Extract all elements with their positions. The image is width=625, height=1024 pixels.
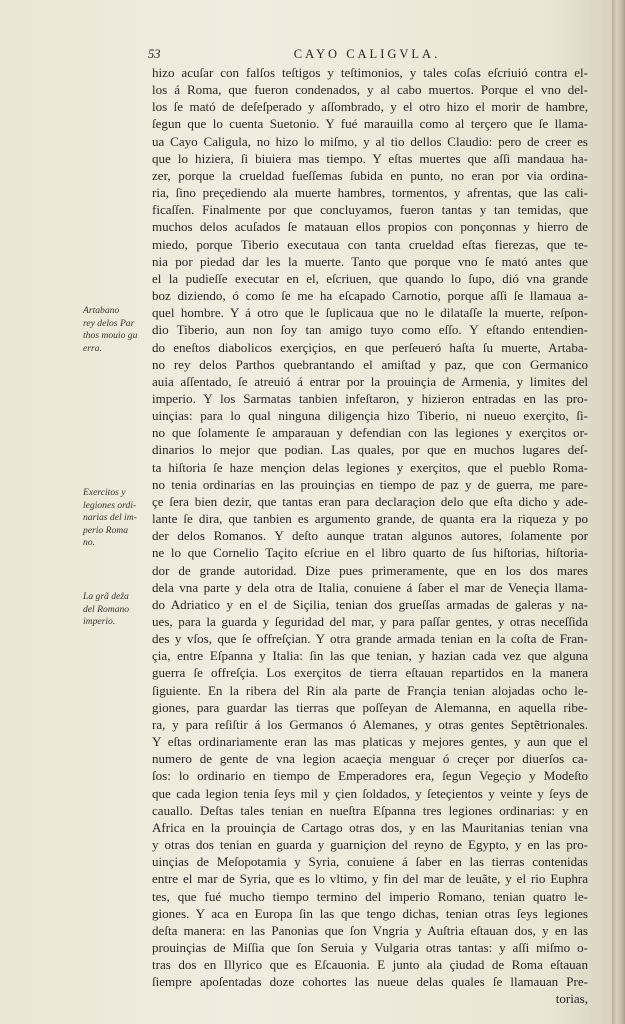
- margin-note-line: erra.: [83, 342, 102, 354]
- text-line: do Adriatico y en el de Siçilia, tenian dos grueſſas armadas de galeras y na-: [152, 596, 588, 612]
- text-line: giones, para guardar las tierras que poſſeyan de Alemanna, en aquella ribe-: [152, 699, 588, 715]
- text-line: torias,: [555, 991, 588, 1007]
- text-line: Y eſtas ordinariamente eran las mas platicas y mejores gentes, y aun que el: [152, 734, 588, 750]
- text-line: no que ſolamente ſe amparauan y defendian con las legiones y exerçitos or-: [152, 425, 588, 441]
- text-line: tras dos en Illyrico que es Eſcauonia. E junto ala çiudad de Roma eſtauan: [152, 957, 588, 973]
- text-line: los ſe mató de deſeſperado y aſſombrado, y el otro hizo el morir de hambre,: [152, 99, 588, 115]
- margin-note-line: imperio.: [83, 616, 116, 627]
- margin-note-line: narias del im-: [83, 512, 137, 523]
- margin-note-line: Exercitos y: [83, 487, 126, 498]
- text-line: y otras dos tenian en guarda y guarniçion del reyno de Egypto, y en las pro-: [152, 837, 588, 853]
- text-line: que lo hiziera, ſi biuiera mas tiempo. Y eſtas muertes que aſſi mandaua ha-: [152, 150, 588, 166]
- text-line: nia por piedad dar les la muerte. Tanto que porque vno ſe mató antes que: [152, 253, 588, 269]
- text-line: ues, para la guarda y ſeguridad del mar, y para paſſar gentes, y otras neceſſida: [152, 614, 588, 629]
- text-line: el la pudieſſe executar en el, eſcriuen, que quando lo ſupo, dió vna grande: [152, 270, 588, 286]
- text-line: lante ſe dira, que tanbien es argumento grande, de quanta era la riqueza y po: [152, 511, 588, 527]
- text-line: hizo acuſar con falſos teſtigos y teſtimonios, y tales coſas eſcriuió contra el-: [152, 65, 588, 80]
- text-line: no tenia ordinarias en las prouinçias en tiempo de paz y de guerra, me pare-: [152, 476, 588, 492]
- margin-note-line: rey delos Par: [83, 317, 135, 329]
- text-line: ta hiſtoria ſe haze mençion delas legiones y exerçitos, que el pueblo Roma-: [152, 459, 588, 475]
- text-line: dio Tiberio, aun non ſoy tan amigo tuyo como eſſo. Y eſtando entendien-: [152, 322, 588, 338]
- margin-note-line: thos mouio gu: [83, 330, 138, 341]
- text-line: que cada legion tenia ſeys mil y çien ſoldados, y ſeteçientos y veinte y ſeys de: [152, 785, 588, 801]
- text-line: entre el mar de Syria, que es lo vltimo, y fin del mar de leuãte, y el rio Euphra: [152, 871, 588, 887]
- text-line: los á Roma, que fueron condenados, y al cabo muertos. Porque el vno del-: [152, 82, 588, 98]
- text-line: giones. Y aca en Europa ſin las que tengo dichas, tenian otras ſeys legiones: [152, 905, 588, 921]
- text-line: ſiempre apoſentadas doze cohortes las nueue delas quales ſe llamauan Pre-: [152, 974, 588, 990]
- text-line: miedo, porque Tiberio executaua con tanta crueldad eſtas fierezas, que te-: [152, 236, 588, 252]
- text-line: auia aſſentado, ſe atreuió á entrar por la prouinçia de Armenia, y limites del: [152, 373, 588, 389]
- text-line: imperio. Y los Sarmatas tanbien infeſtaron, y hizieron entradas en las pro-: [152, 390, 588, 406]
- body-text: [152, 64, 588, 1008]
- text-line: muchos delos acuſados ſe matauan ellos propios con ponçonnas y hierro de: [152, 219, 588, 235]
- text-line: ſos: lo ordinario en tiempo de Emperadores era, ſegun Vegeçio y Modeſto: [152, 768, 588, 784]
- running-head: CAYO CALIGVLA.: [293, 47, 441, 61]
- text-line: guerra ſe offreſçia. Los exerçitos de tierra eſtauan repartidos en la manera: [152, 665, 588, 681]
- text-line: uinçias: para lo qual ninguna diligençia hizo Tiberio, ni nueuo exerçito, ſi-: [152, 408, 588, 424]
- text-line: uinçias de Meſopotamia y Syria, conuiene á ſaber en las tierras contenidas: [152, 854, 588, 870]
- text-line: numero de gente de vna legion acaeçia menguar ó creçer por diuerſos ca-: [152, 751, 588, 767]
- text-line: çia, entre Eſpanna y Italia: ſin las que tenian, y hazian cada vez que alguna: [152, 648, 588, 664]
- text-line: ſiguiente. En la ribera del Rin ala parte de Françia tenian alojadas ocho le-: [152, 682, 588, 698]
- text-line: no rey delos Parthos quebrantando el amiſtad y paz, que con Germanico: [152, 356, 588, 372]
- text-line: des y vſos, que ſe offreſçian. Y otra grande armada tenian en la coſta de Fran-: [152, 631, 588, 647]
- margin-note-line: La grã deẑa: [83, 591, 129, 602]
- text-line: dor de grande autoridad. Dize pues primeramente, que en los dos mares: [152, 562, 588, 578]
- margin-note-line: del Romano: [83, 603, 130, 615]
- margin-note-exercitos: [83, 487, 151, 550]
- text-line: dinarios lo mejor que podian. Las quales, por que en muchos lugares deſ-: [152, 442, 588, 458]
- text-line: dela vna parte y dela otra de Italia, conuiene á ſaber el mar de Veneçia llama-: [152, 579, 588, 595]
- margin-note-line: no.: [83, 537, 95, 548]
- text-line: ria, ſino preçediendo ala muerte hambres, tormentos, y afrentas, que las cali-: [152, 185, 588, 201]
- text-line: ficaſſen. Finalmente por que concluyamos, fueron tantas y tan temidas, que: [152, 202, 588, 218]
- text-line: Africa en la prouinçia de Cartago otras dos, y en las Mauritanias tenian vna: [152, 819, 588, 835]
- text-line: do eneſtos diabolicos exerçiçios, en que perſeueró haſta ſu muerte, Artaba-: [152, 339, 588, 355]
- text-line: çe ſera bien dezir, que tantas eran para declaraçion delo que eſta dicho y ade-: [152, 493, 588, 509]
- page-header: [148, 47, 586, 63]
- text-line: boz diziendo, ó como ſe me ha eſcapado Carnotio, porque aſſi ſe llamaua a-: [152, 288, 588, 304]
- text-line: prouinçias de Miſſia que ſon Seruia y Vulgaria otras tantas: y aſſi miſmo o-: [152, 939, 588, 955]
- margin-note-line: legiones ordi-: [83, 499, 137, 511]
- margin-note-line: perio Roma: [83, 524, 129, 536]
- text-line: ra, y para reſiſtir á los Germanos ó Alemanes, y otras gentes Septẽtrionales.: [152, 716, 588, 732]
- text-line: cauallo. Deſtas tales tenian en nueſtra Eſpanna tres legiones ordinarias: y en: [152, 802, 588, 818]
- text-line: deſta manera: en las Panonias que ſon Vngria y Auſtria eſtauan dos, y en las: [152, 922, 588, 938]
- text-line: der delos Romanos. Y deſto aunque tratan algunos autores, ſolamente por: [152, 528, 588, 544]
- text-line: tes, que fué mucho tiempo termino del imperio Romano, tenian quatro le-: [152, 888, 588, 904]
- book-gutter: [612, 0, 625, 1024]
- text-line: quel hombre. Y á otro que le ſuplicaua que no le dilataſſe la muerte, reſpon-: [152, 305, 588, 321]
- text-line: ne lo que Cornelio Taçito eſcriue en el libro quarto de ſus hiſtorias, hiſtoria-: [152, 545, 588, 561]
- text-line: ua Cayo Caligula, no hizo lo miſmo, y al tio dellos Claudio: pero de creer es: [152, 133, 588, 149]
- margin-note-line: Artabano: [83, 305, 120, 316]
- margin-note-artabano: [83, 305, 151, 355]
- text-line: zer, porque la crueldad fueſſemas ſubida en punto, no eran por via ordina-: [152, 167, 588, 183]
- page-number: 53: [148, 47, 161, 61]
- text-line: ſegun que lo cuenta Suetonio. Y fué marauilla como al terçero que ſe llama-: [152, 116, 588, 132]
- margin-note-grandeza: [83, 591, 151, 629]
